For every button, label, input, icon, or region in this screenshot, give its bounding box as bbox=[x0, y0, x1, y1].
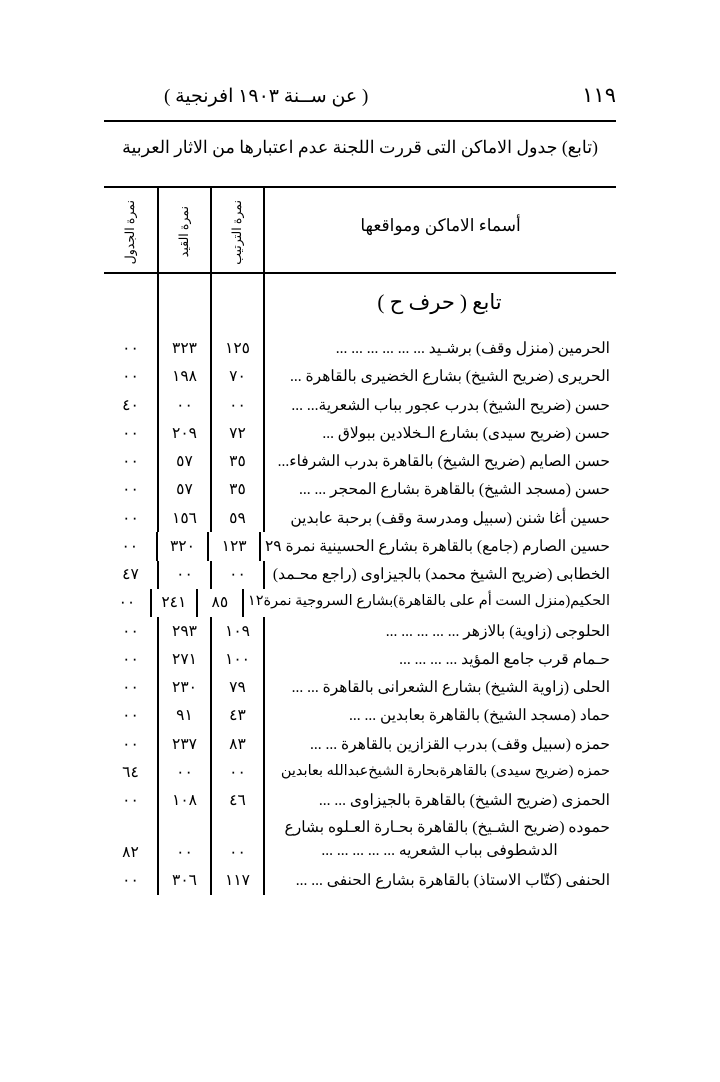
table-number: ٠٠ bbox=[104, 448, 159, 476]
table-number: ٠٠ bbox=[104, 674, 159, 702]
table-row bbox=[104, 476, 616, 504]
record-number: ٢٣٠ bbox=[159, 674, 212, 702]
record-number: ٣٠٦ bbox=[159, 867, 212, 895]
table-row bbox=[104, 335, 616, 363]
place-name: حسين أغا شنن (سبيل ومدرسة وقف) برحبة عابدين bbox=[290, 509, 610, 527]
table-number: ٠٠ bbox=[104, 335, 159, 363]
record-number: ٩١ bbox=[159, 702, 212, 730]
table-number: ٠٠ bbox=[104, 867, 159, 895]
table-number: ٠٠ bbox=[104, 787, 159, 815]
place-name: حـمام قرب جامع المؤيد ... ... ... ... bbox=[399, 650, 610, 668]
header-divider bbox=[104, 120, 616, 122]
order-number: ٣٥ bbox=[212, 448, 265, 476]
record-number: ٣٢٠ bbox=[158, 532, 210, 560]
table-row bbox=[104, 448, 616, 476]
section-cell-table bbox=[104, 274, 159, 335]
page-header bbox=[104, 78, 616, 108]
order-number: ٧٩ bbox=[212, 674, 265, 702]
place-name-line2: الدشطوفى بباب الشعريه ... ... ... ... ... bbox=[321, 841, 558, 859]
table-number: ٠٠ bbox=[104, 589, 152, 617]
order-number: ٠٠ bbox=[212, 815, 265, 867]
place-name: حمزه (ضريح سيدى) بالقاهرةبحارة الشيخ‌عبدالله بعابدين bbox=[280, 762, 610, 779]
table-row bbox=[104, 532, 616, 560]
table-number: ٤٧ bbox=[104, 561, 159, 589]
table-section-row bbox=[104, 274, 616, 335]
table-row bbox=[104, 561, 616, 589]
place-name: حماد (مسجد الشيخ) بالقاهرة بعابدين ... ... bbox=[348, 707, 610, 725]
place-name: حسن (مسجد الشيخ) بالقاهرة بشارع المحجر ... ... bbox=[298, 481, 610, 499]
record-number: ٢٧١ bbox=[159, 645, 212, 673]
column-header-table-number bbox=[104, 188, 159, 272]
header-note: ( عن ســنة ١٩٠٣ افرنجية ) bbox=[164, 86, 369, 107]
place-name: الحريرى (ضريح الشيخ) بشارع الخضيرى بالقاهرة ... bbox=[290, 368, 610, 386]
place-name: الحرمين (منزل وقف) برشـيد ... ... ... ... ... ... bbox=[335, 340, 610, 357]
place-name: الحنفى (كتّاب الاستاذ) بالقاهرة بشارع الحنفى ... ... bbox=[295, 872, 610, 889]
order-number: ١٠٩ bbox=[212, 617, 265, 645]
order-number: ٨٥ bbox=[198, 589, 244, 617]
table-row bbox=[104, 787, 616, 815]
record-number: ٠٠ bbox=[159, 561, 212, 589]
order-number: ٣٥ bbox=[212, 476, 265, 504]
record-number: ٢٩٣ bbox=[159, 617, 212, 645]
table-number: ٠٠ bbox=[104, 532, 158, 560]
order-number: ٧٢ bbox=[212, 419, 265, 447]
order-number: ٠٠ bbox=[212, 561, 265, 589]
section-title-cell bbox=[265, 274, 616, 335]
order-number: ٠٠ bbox=[212, 758, 265, 786]
column-header-names-label: أسماء الاماكن ومواقعها bbox=[360, 216, 521, 235]
place-name: حسن (ضريح سيدى) بشارع الـخلادين ببولاق ... bbox=[322, 424, 610, 442]
order-number: ٥٩ bbox=[212, 504, 265, 532]
table-row bbox=[104, 617, 616, 645]
section-title: تابع ( حرف ح ) bbox=[377, 289, 502, 314]
table-row bbox=[104, 730, 616, 758]
table-row bbox=[104, 815, 616, 867]
table-row bbox=[104, 674, 616, 702]
order-number: ١١٧ bbox=[212, 867, 265, 895]
record-number: ٣٢٣ bbox=[159, 335, 212, 363]
record-number: ٥٧ bbox=[159, 448, 212, 476]
column-header-record-number-label: نمرة القيد bbox=[176, 206, 191, 258]
place-name: الحلوجى (زاوية) بالازهر ... ... ... ... ... bbox=[385, 622, 610, 640]
place-name-multiline bbox=[265, 815, 616, 867]
column-header-order-number bbox=[212, 188, 265, 272]
table-number: ٠٠ bbox=[104, 476, 159, 504]
table-number: ٠٠ bbox=[104, 504, 159, 532]
place-name: الحلى (زاوية الشيخ) بشارع الشعرانى بالقاهرة ... ... bbox=[291, 679, 610, 696]
table-number: ٠٠ bbox=[104, 702, 159, 730]
column-header-order-number-label: نمرة الترتيب bbox=[229, 199, 244, 265]
table-row bbox=[104, 419, 616, 447]
table-row bbox=[104, 504, 616, 532]
order-number: ١٠٠ bbox=[212, 645, 265, 673]
table-row bbox=[104, 391, 616, 419]
table-number: ٠٠ bbox=[104, 363, 159, 391]
record-number: ٠٠ bbox=[159, 758, 212, 786]
order-number: ١٢٥ bbox=[212, 335, 265, 363]
table-body bbox=[104, 274, 616, 895]
place-name: حمزه (سبيل وقف) بدرب القزازين بالقاهرة ... ... bbox=[310, 735, 610, 753]
page-number: ١١٩ bbox=[582, 83, 616, 107]
record-number: ٢٣٧ bbox=[159, 730, 212, 758]
place-name-line1: حموده (ضريح الشـيخ) بالقاهرة بحـارة العـلوه بشارع bbox=[284, 819, 610, 837]
table-number: ٨٢ bbox=[104, 815, 159, 867]
column-header-record-number bbox=[159, 188, 212, 272]
column-header-table-number-label: نمرة الجدول bbox=[122, 199, 137, 265]
place-name: حسن (ضريح الشيخ) بدرب عجور بباب الشعرية... ... bbox=[291, 396, 610, 414]
table-row bbox=[104, 702, 616, 730]
table-row bbox=[104, 363, 616, 391]
record-number: ١٥٦ bbox=[159, 504, 212, 532]
table-number: ٠٠ bbox=[104, 730, 159, 758]
record-number: ١٠٨ bbox=[159, 787, 212, 815]
table-row bbox=[104, 589, 616, 617]
order-number: ٤٣ bbox=[212, 702, 265, 730]
place-name: الخطابى (ضريح الشيخ محمد) بالجيزاوى (راجع محـمد) bbox=[272, 566, 610, 583]
table-number: ٦٤ bbox=[104, 758, 159, 786]
place-name: الحكيم(منزل الست أم على بالقاهرة)بشارع السروجية نمرة١٢ bbox=[247, 593, 610, 610]
record-number: ٥٧ bbox=[159, 476, 212, 504]
table-number: ٠٠ bbox=[104, 645, 159, 673]
record-number: ٢٤١ bbox=[152, 589, 198, 617]
table-number: ٠٠ bbox=[104, 617, 159, 645]
order-number: ٨٣ bbox=[212, 730, 265, 758]
section-cell-record bbox=[159, 274, 212, 335]
places-table bbox=[104, 186, 616, 895]
order-number: ١٢٣ bbox=[209, 532, 261, 560]
table-number: ٤٠ bbox=[104, 391, 159, 419]
table-row bbox=[104, 645, 616, 673]
place-name: الحمزى (ضريح الشيخ) بالقاهرة بالجيزاوى ... ... bbox=[318, 792, 610, 809]
column-header-names bbox=[265, 188, 616, 272]
record-number: ١٩٨ bbox=[159, 363, 212, 391]
place-name: حسين الصارم (جامع) بالقاهرة بشارع الحسينية نمرة ٢٩ bbox=[264, 537, 610, 555]
table-number: ٠٠ bbox=[104, 419, 159, 447]
place-name: حسن الصايم (ضريح الشيخ) بالقاهرة بدرب الشرفاء... bbox=[277, 453, 610, 470]
table-caption: (تابع) جدول الاماكن التى قررت اللجنة عدم اعتبارها من الاثار العربية bbox=[122, 137, 598, 157]
record-number: ٢٠٩ bbox=[159, 419, 212, 447]
order-number: ٧٠ bbox=[212, 363, 265, 391]
record-number: ٠٠ bbox=[159, 815, 212, 867]
section-cell-order bbox=[212, 274, 265, 335]
table-row bbox=[104, 867, 616, 895]
table-row bbox=[104, 758, 616, 786]
order-number: ٤٦ bbox=[212, 787, 265, 815]
record-number: ٠٠ bbox=[159, 391, 212, 419]
table-header-row bbox=[104, 188, 616, 272]
order-number: ٠٠ bbox=[212, 391, 265, 419]
